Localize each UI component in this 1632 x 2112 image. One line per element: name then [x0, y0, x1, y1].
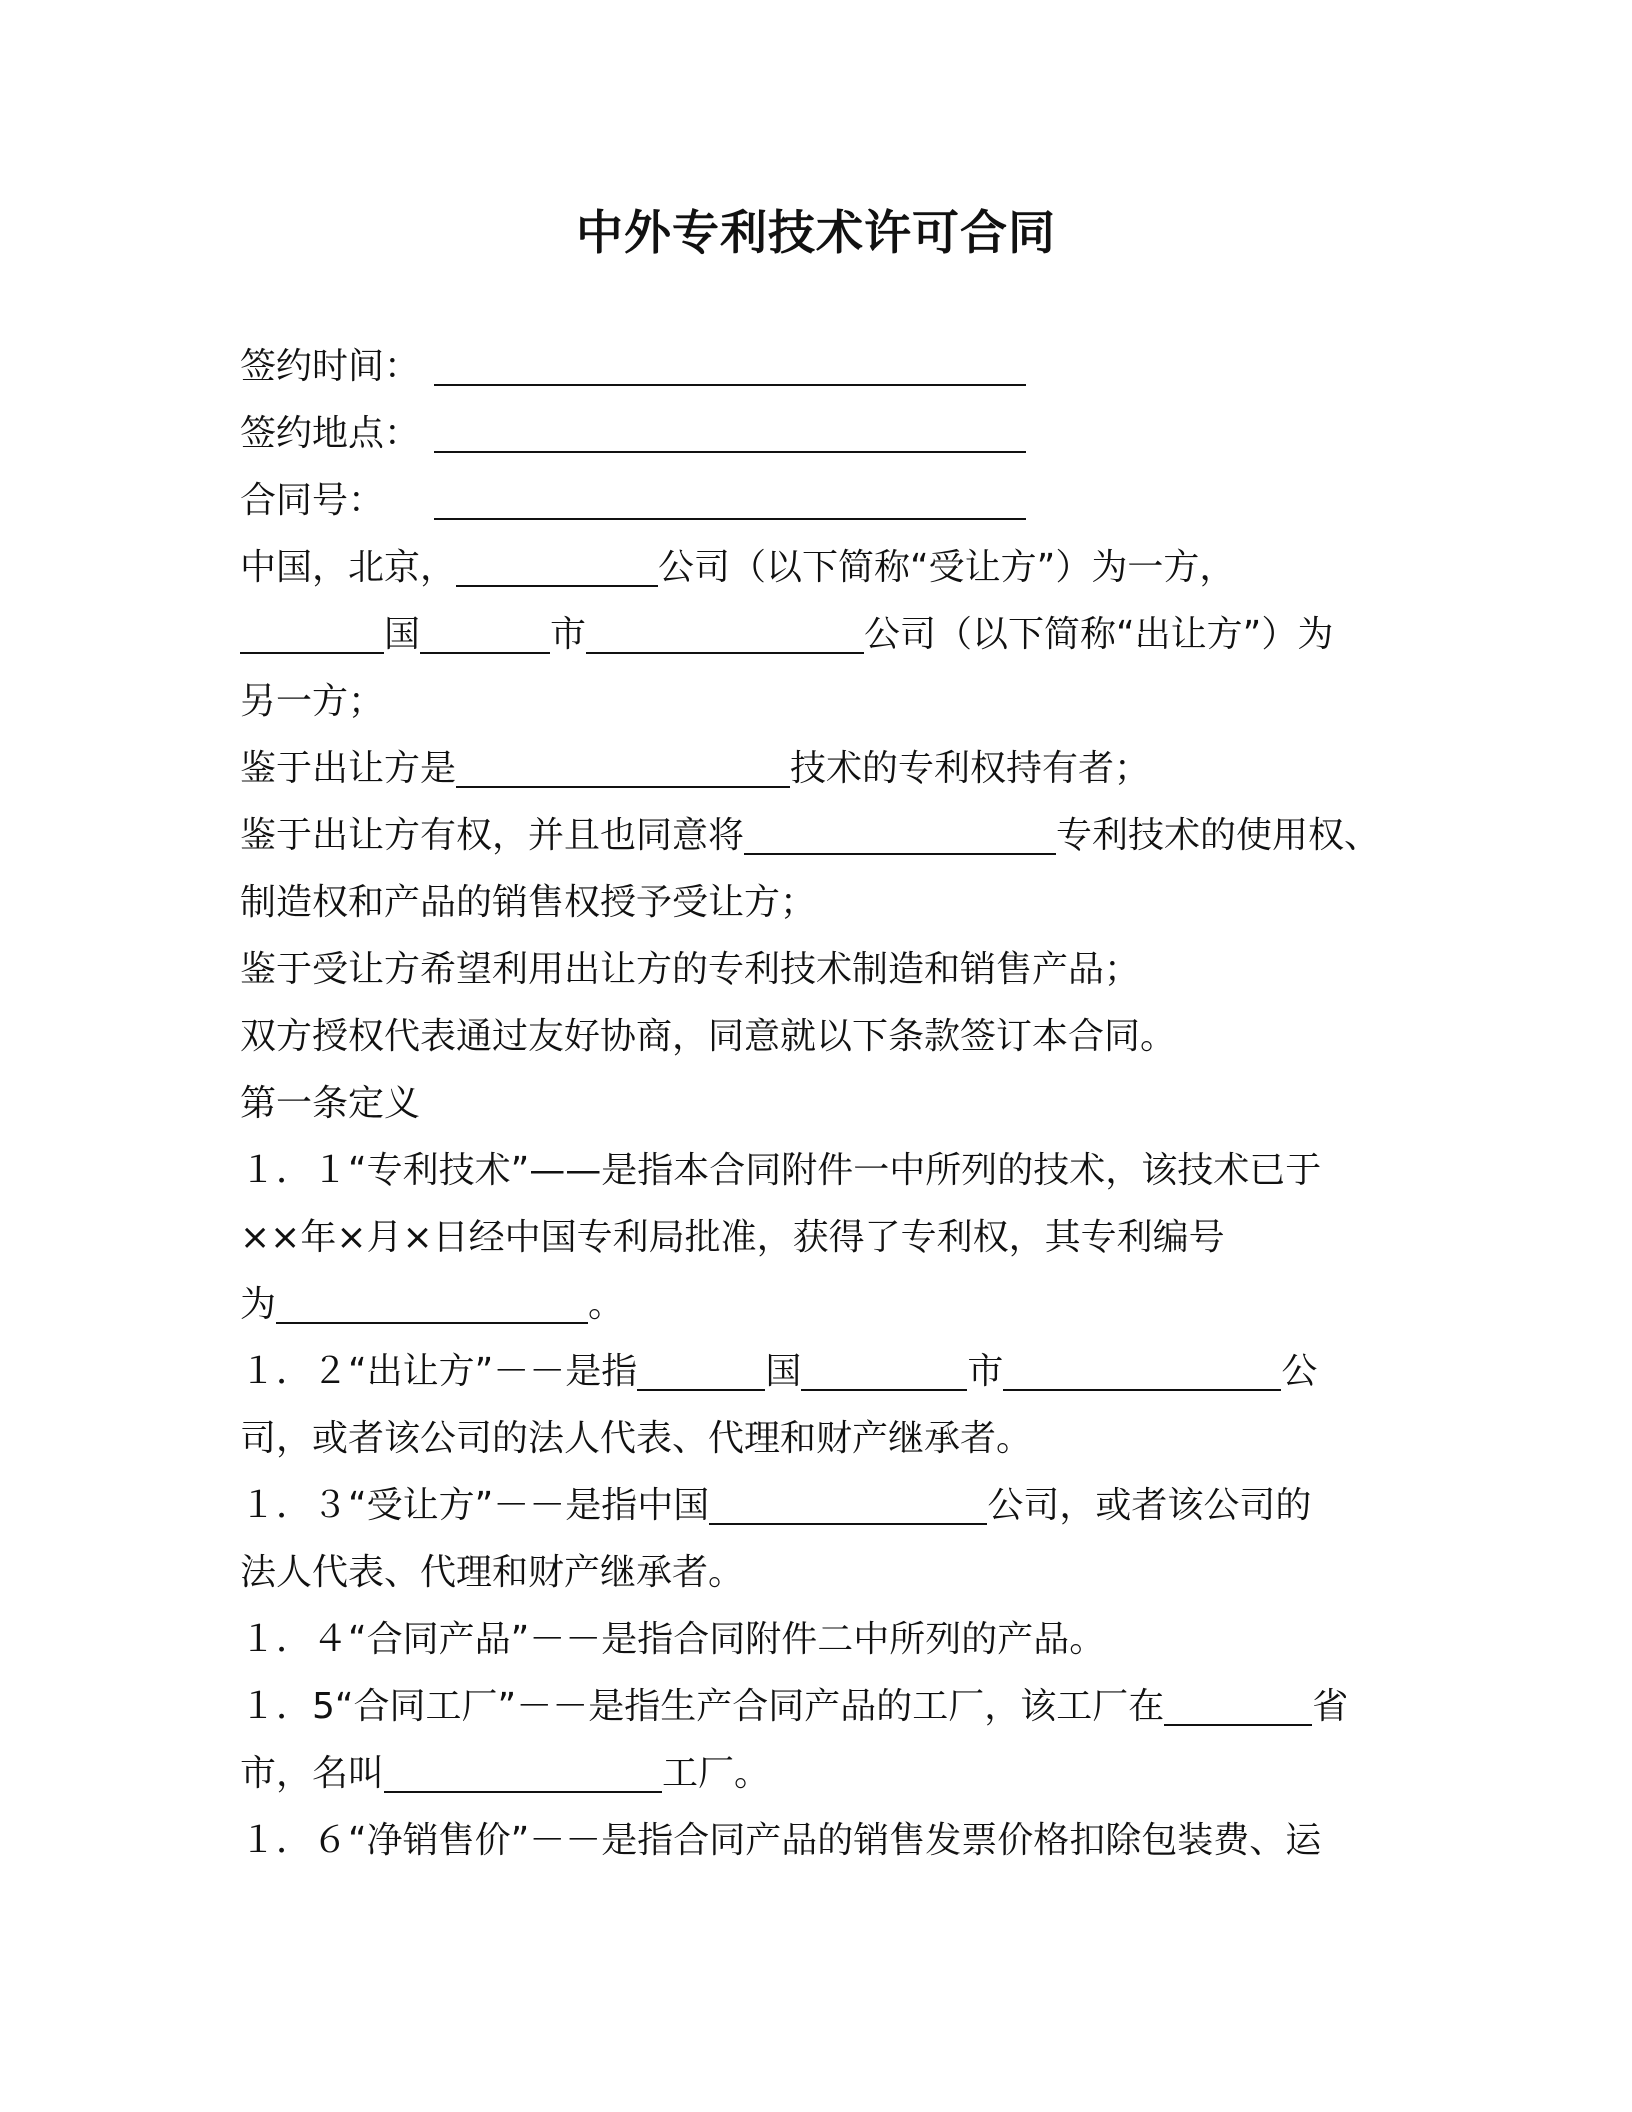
preamble-text: 国: [384, 614, 421, 655]
clause-text: 司，或者该公司的法人代表、代理和财产继承者。: [240, 1418, 1033, 1459]
technology-name-blank[interactable]: [456, 748, 790, 788]
clause-text: １．２“出让方”－－是指: [240, 1351, 638, 1392]
patent-technology-blank[interactable]: [744, 815, 1056, 855]
preamble-text: 中国，北京，: [240, 547, 457, 588]
assignor-company-blank-2[interactable]: [1003, 1351, 1281, 1391]
clause-text: １．１“专利技术”——是指本合同附件一中所列的技术，该技术已于: [240, 1150, 1322, 1191]
preamble-text: 双方授权代表通过友好协商，同意就以下条款签订本合同。: [240, 1016, 1177, 1057]
clause-1-5-line-1: [240, 1682, 1460, 1732]
factory-province-blank[interactable]: [1164, 1686, 1312, 1726]
clause-text: 。: [588, 1284, 625, 1325]
clause-1-2-line-2: [240, 1414, 1460, 1464]
assignor-company-blank[interactable]: [586, 614, 864, 654]
clause-1-3-line-1: [240, 1481, 1460, 1531]
clause-text: １．４“合同产品”－－是指合同附件二中所列的产品。: [240, 1619, 1106, 1660]
sign-time-label: 签约时间：: [240, 346, 421, 387]
factory-name-blank[interactable]: [384, 1753, 662, 1793]
clause-1-6: [240, 1816, 1460, 1866]
preamble-line-6: [240, 878, 1460, 928]
sign-place-label: 签约地点：: [240, 413, 421, 454]
assignor-city-blank-2[interactable]: [801, 1351, 967, 1391]
sign-time-blank[interactable]: [434, 346, 1026, 386]
preamble-text: 另一方；: [240, 681, 385, 722]
contract-no-blank[interactable]: [434, 480, 1026, 520]
clause-text: １．5“合同工厂”－－是指生产合同产品的工厂，该工厂在: [240, 1686, 1165, 1727]
clause-text: 公: [1281, 1351, 1318, 1392]
assignor-city-blank[interactable]: [420, 614, 550, 654]
assignee-company-blank[interactable]: [456, 547, 658, 587]
preamble-text: 鉴于受让方希望利用出让方的专利技术制造和销售产品；: [240, 949, 1141, 990]
clause-text: 法人代表、代理和财产继承者。: [240, 1552, 745, 1593]
clause-1-5-line-2: [240, 1749, 1460, 1799]
clause-text: １．３“受让方”－－是指中国: [240, 1485, 710, 1526]
clause-text: １．６“净销售价”－－是指合同产品的销售发票价格扣除包装费、运: [240, 1820, 1322, 1861]
preamble-text: 市: [550, 614, 587, 655]
preamble-text: 鉴于出让方是: [240, 748, 457, 789]
preamble-text: 公司（以下简称“受让方”）为一方，: [658, 547, 1236, 588]
preamble-line-7: [240, 945, 1460, 995]
assignor-country-blank[interactable]: [240, 614, 384, 654]
clause-1-1-line-1: [240, 1146, 1460, 1196]
preamble-line-2: [240, 610, 1460, 660]
clause-1-2-line-1: [240, 1347, 1460, 1397]
clause-1-1-line-3: [240, 1280, 1460, 1330]
preamble-line-8: [240, 1012, 1460, 1062]
sign-time-row: [240, 342, 1460, 392]
patent-number-blank[interactable]: [276, 1284, 588, 1324]
clause-text: 国: [765, 1351, 802, 1392]
document-title: 中外专利技术许可合同: [576, 206, 1056, 261]
preamble-text: 专利技术的使用权、: [1056, 815, 1381, 856]
contract-no-row: [240, 476, 1460, 526]
clause-text: 市: [967, 1351, 1004, 1392]
preamble-line-3: [240, 677, 1460, 727]
preamble-line-1: [240, 543, 1460, 593]
preamble-text: 鉴于出让方有权，并且也同意将: [240, 815, 745, 856]
clause-text: 公司，或者该公司的: [987, 1485, 1312, 1526]
preamble-line-4: [240, 744, 1460, 794]
clause-text: 省: [1312, 1686, 1349, 1727]
article-1-heading: [240, 1079, 1460, 1129]
assignee-company-blank-2[interactable]: [709, 1485, 987, 1525]
preamble-text: 技术的专利权持有者；: [790, 748, 1151, 789]
preamble-text: 公司（以下简称“出让方”）为: [864, 614, 1334, 655]
sign-place-row: [240, 409, 1460, 459]
clause-text: 市，名叫: [240, 1753, 385, 1794]
clause-1-1-line-2: [240, 1213, 1460, 1263]
article-heading: 第一条定义: [240, 1083, 421, 1124]
clause-text: 为: [240, 1284, 277, 1325]
preamble-line-5: [240, 811, 1460, 861]
sign-place-blank[interactable]: [434, 413, 1026, 453]
clause-text: ××年×月×日经中国专利局批准，获得了专利权，其专利编号: [240, 1217, 1225, 1258]
assignor-country-blank-2[interactable]: [637, 1351, 765, 1391]
clause-1-4: [240, 1615, 1460, 1665]
contract-no-label: 合同号：: [240, 480, 385, 521]
clause-1-3-line-2: [240, 1548, 1460, 1598]
preamble-text: 制造权和产品的销售权授予受让方；: [240, 882, 817, 923]
clause-text: 工厂。: [662, 1753, 771, 1794]
